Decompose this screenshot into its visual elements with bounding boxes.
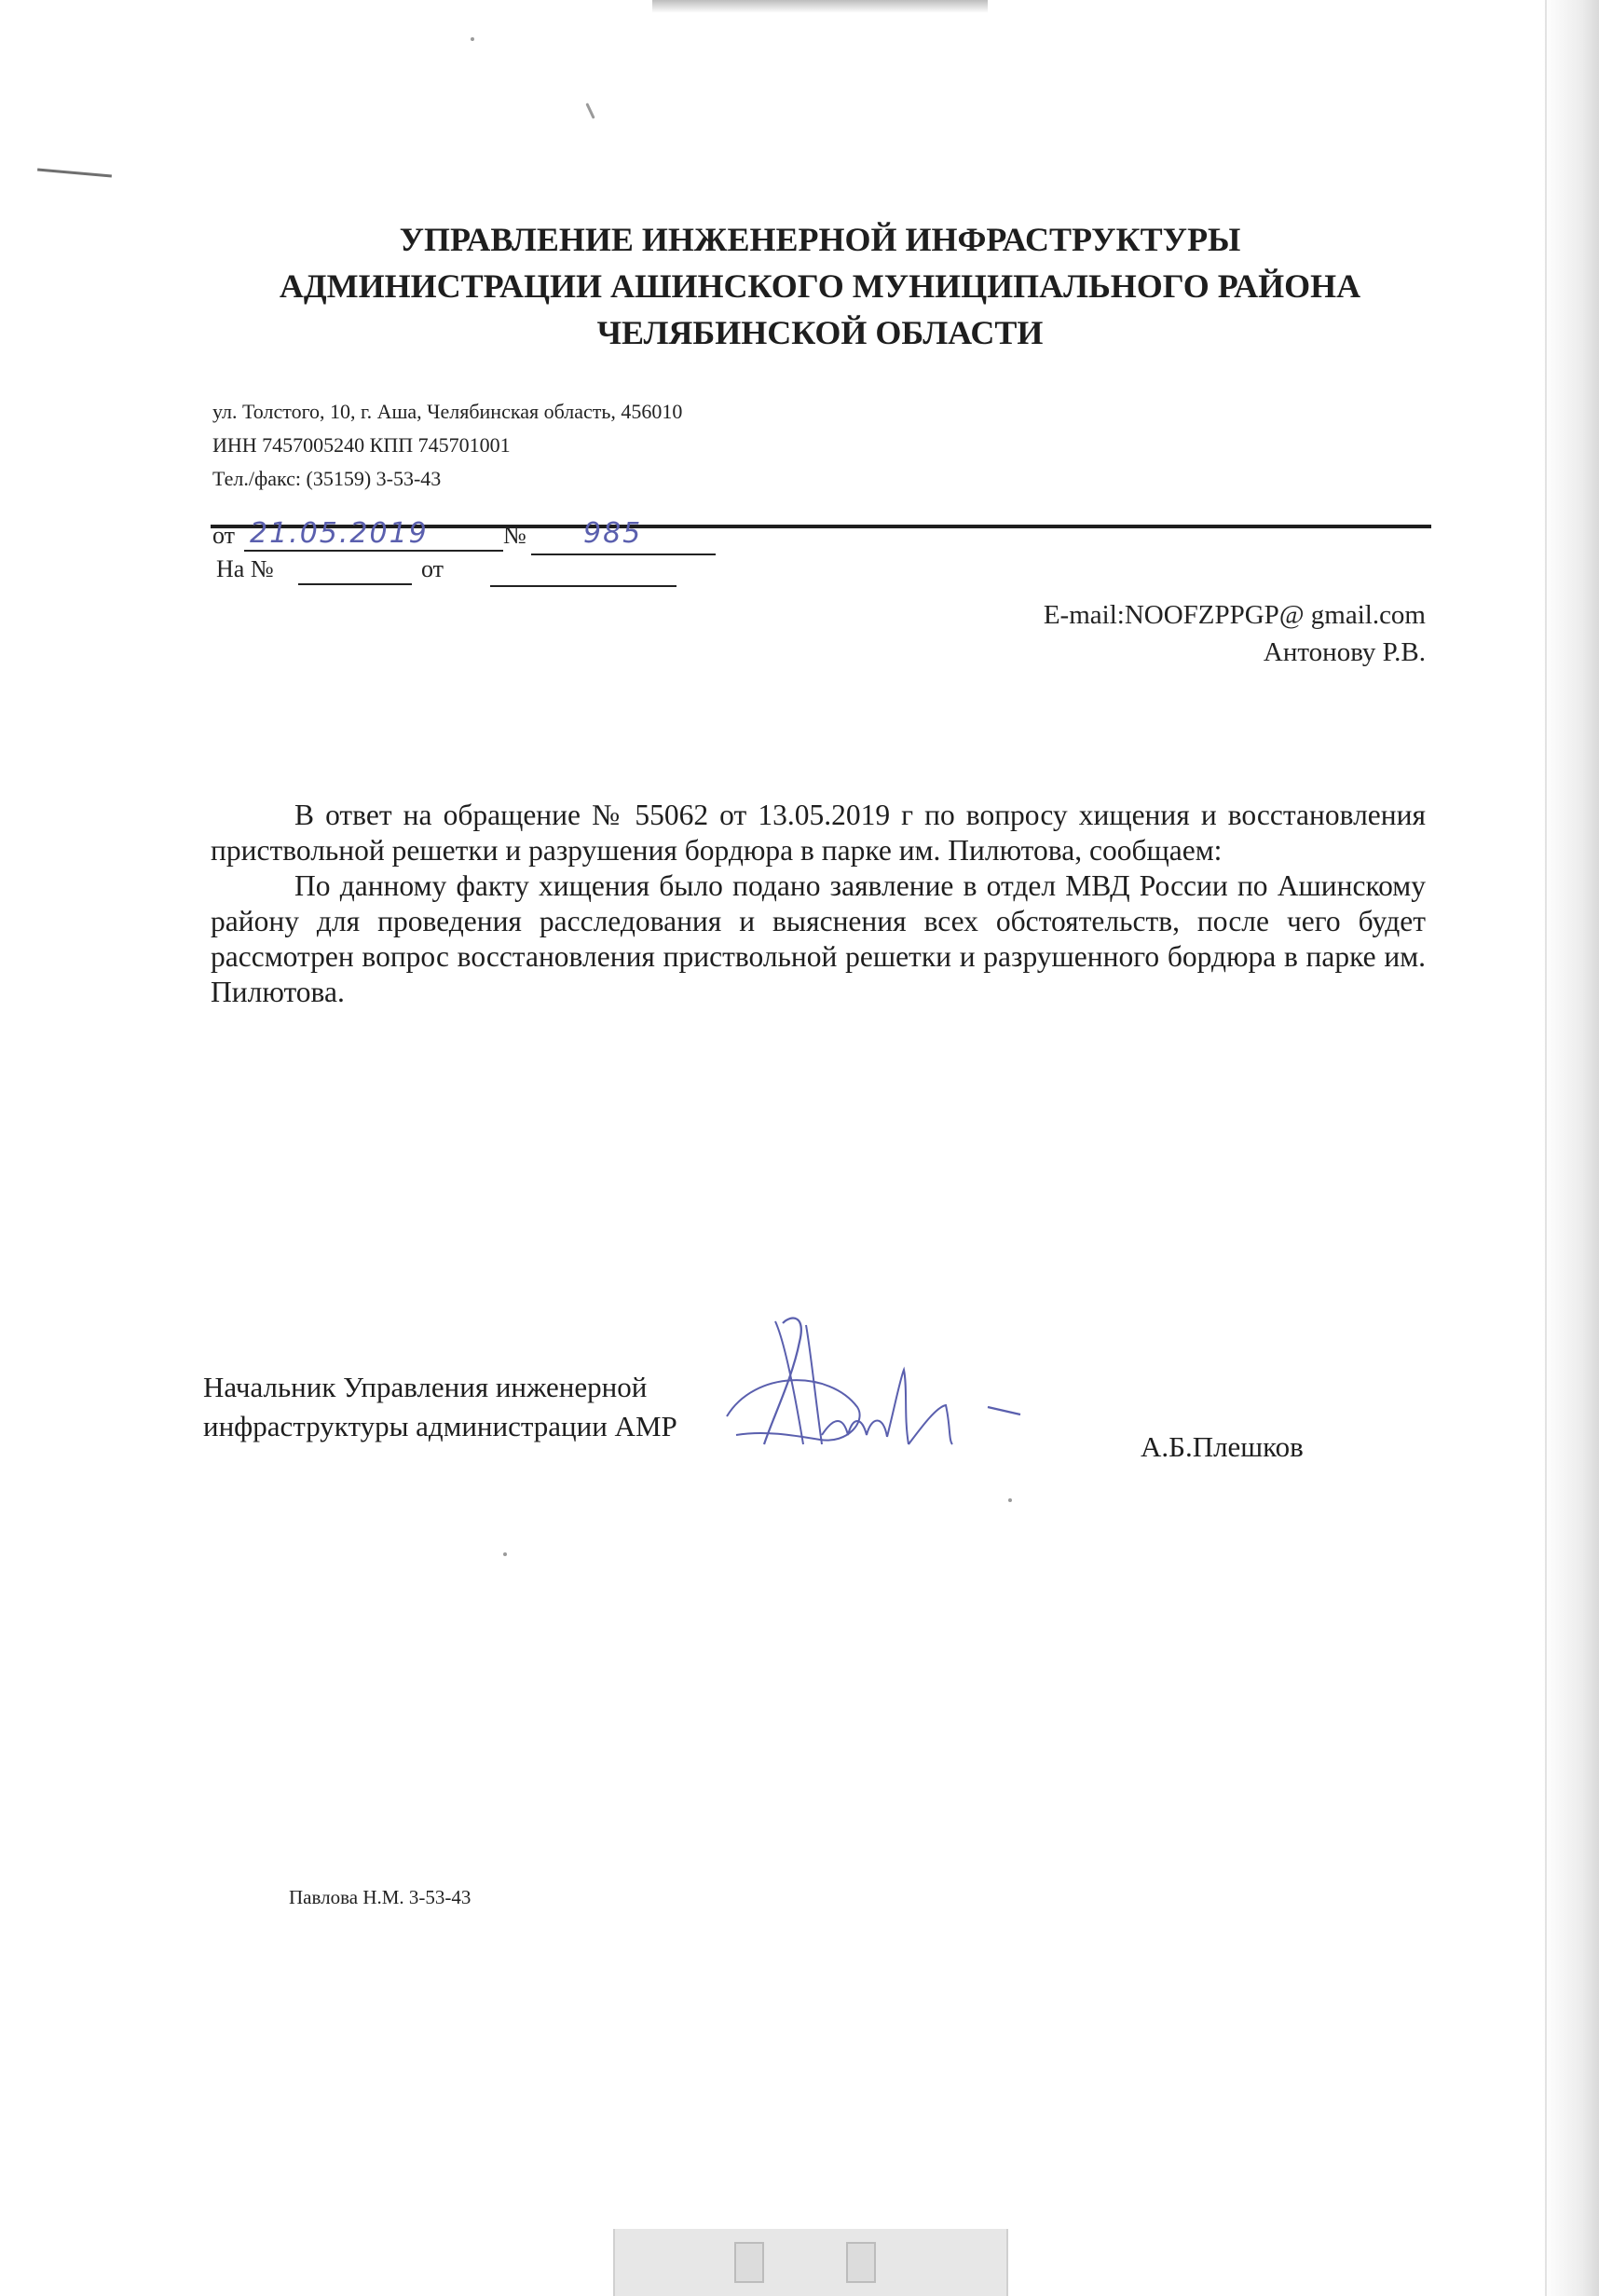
reg-date-handwritten: 21.05.2019 xyxy=(250,517,429,550)
reg-number-label: № xyxy=(503,522,526,549)
letterhead-line-3: ЧЕЛЯБИНСКОЙ ОБЛАСТИ xyxy=(596,314,1044,351)
reg-number-handwritten: 985 xyxy=(583,517,643,550)
signatory-name: А.Б.Плешков xyxy=(1141,1430,1304,1463)
reg-number-underline xyxy=(531,554,716,555)
scan-edge-top xyxy=(652,0,988,13)
address-phone: Тел./факс: (35159) 3-53-43 xyxy=(212,467,442,490)
scan-speck xyxy=(585,102,594,119)
letterhead-line-1: УПРАВЛЕНИЕ ИНЖЕНЕРНОЙ ИНФРАСТРУКТУРЫ xyxy=(399,221,1241,258)
handwritten-signature xyxy=(718,1305,1072,1463)
reply-date-underline xyxy=(490,585,676,587)
scan-stray-mark xyxy=(37,169,112,178)
signatory-title-line-1: Начальник Управления инженерной xyxy=(203,1371,648,1403)
scan-speck xyxy=(471,37,474,41)
scanner-mark xyxy=(734,2242,764,2283)
recipient-name: Антонову Р.В. xyxy=(1263,637,1426,667)
reply-number-label: На № xyxy=(216,555,274,582)
address-inn: ИНН 7457005240 КПП 745701001 xyxy=(212,433,511,457)
address-street: ул. Толстого, 10, г. Аша, Челябинская область, 456010 xyxy=(212,400,683,423)
body-paragraph-1: В ответ на обращение № 55062 от 13.05.2019 г по вопросу хищения и восстановления приствольной решетки и разрушения бордюра в парке им. Пилютова, сообщаем: xyxy=(211,799,1426,867)
scan-edge-right xyxy=(1543,0,1599,2296)
recipient-email: E-mail:NOOFZPPGP@ gmail.com xyxy=(1043,600,1426,630)
letterhead-title xyxy=(186,216,1454,356)
letterhead-address-block xyxy=(212,395,682,496)
letterhead-line-2: АДМИНИСТРАЦИИ АШИНСКОГО МУНИЦИПАЛЬНОГО РАЙОНА xyxy=(279,267,1361,305)
recipient-block xyxy=(1044,596,1426,671)
signatory-title-line-2: инфраструктуры администрации АМР xyxy=(203,1410,677,1442)
reg-from-label: от xyxy=(212,522,236,549)
scan-speck xyxy=(1008,1498,1012,1502)
reg-date-underline xyxy=(244,550,503,552)
scanner-bed-edge xyxy=(613,2229,1008,2296)
executor-contact: Павлова Н.М. 3-53-43 xyxy=(289,1886,472,1908)
scanner-mark xyxy=(846,2242,876,2283)
scan-speck xyxy=(503,1552,507,1556)
letter-body xyxy=(211,798,1426,1010)
reply-number-underline xyxy=(298,583,412,585)
body-paragraph-2: По данному факту хищения было подано заявление в отдел МВД России по Ашинскому району для проведения расследования и выяснения всех обстоятельств, после чего будет рассмотрен вопрос восстановления приствольной решетки и разрушенного бордюра в парке им. Пилютова. xyxy=(211,869,1426,1008)
reply-from-label: от xyxy=(421,555,444,582)
signatory-title xyxy=(203,1368,677,1446)
